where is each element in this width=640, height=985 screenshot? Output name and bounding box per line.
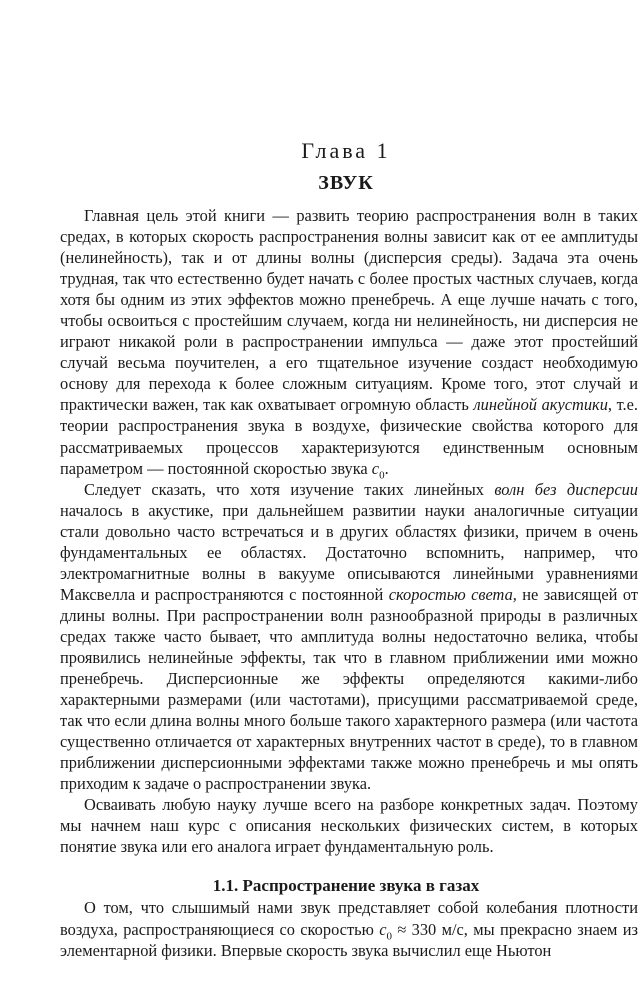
subscript: 0	[379, 468, 385, 481]
paragraph	[60, 794, 638, 857]
text-run: .	[384, 458, 389, 478]
chapter-label: Глава 1	[301, 138, 391, 163]
italic-text: c	[379, 919, 387, 939]
text-run: О том, что слышимый нами звук представляет собой колебания плотности воздуха, распространяющиеся со скоростью	[60, 898, 638, 939]
italic-text: c	[371, 458, 380, 478]
section-heading: 1.1. Распространение звука в газах	[212, 876, 480, 895]
chapter-body	[60, 205, 638, 857]
subscript: 0	[386, 929, 392, 942]
paragraph	[60, 897, 638, 962]
text-run: ≈ 330 м/с, мы прекрасно знаем из элементарной физики. Впервые скорость звука вычислил еще Ньютон	[60, 919, 638, 960]
italic-text: линейной акустики	[473, 395, 608, 415]
text-run: началось в акустике, при дальнейшем развитии науки аналогичные ситуации стали довольно часто встречаться и в других областях физики, причем в очень фундаментальных ее областях. Достаточно вспомнить, например, что электромагнитные волны в вакууме описываются линейными уравнениями Максвелла и распространяются с постоянной	[60, 500, 638, 604]
text-run: не зависящей от длины волны. При распространении волн разнообразной природы в различных средах также часто бывает, что амплитуда волны недостаточно велика, чтобы проявились нелинейные эффекты, так что в главном приближении ими можно пренебречь. Дисперсионные же эффекты определяются какими-либо характерными размерами (или частотами), присущими рассматриваемой среде, так что если длина волны много больше такого характерного размера (или частота существенно отличается от характерных внутренних частот в среде), то в главном приближении дисперсионными эффектами также можно пренебречь и мы опять приходим к задаче о распространении звука.	[60, 584, 638, 794]
text-run: Осваивать любую науку лучше всего на разборе конкретных задач. Поэтому мы начнем наш курс с описания нескольких физических систем, в которых понятие звука или его аналога играет фундаментальную роль.	[60, 795, 638, 857]
paragraph	[60, 479, 638, 795]
text-run: , т.е. теории распространения звука в воздухе, физические свойства которого для рассматриваемых процессов характеризуются единственным основным параметром — постоянной скоростью звука	[60, 395, 638, 478]
italic-text: скоростью света,	[388, 584, 517, 604]
text-run: Главная цель этой книги — развить теорию распространения волн в таких средах, в которых скорость распространения волны зависит как от ее амплитуды (нелинейность), так и от длины волны (дисперсия среды). Задача эта очень трудная, так что естественно будет начать с более простых частных случаев, когда хотя бы одним из этих эффектов можно пренебречь. А еще лучше начать с того, чтобы освоиться с простейшим случаем, когда ни нелинейность, ни дисперсия не играют никакой роли в распространении импульса — даже этот простейший случай весьма поучителен, а его тщательное изучение создаст необходимую основу для перехода к более сложным ситуациям. Кроме того, этот случай и практически важен, так как охватывает огромную область	[60, 206, 638, 415]
section-body	[60, 897, 638, 962]
chapter-title: ЗВУК	[318, 172, 374, 194]
paragraph	[60, 205, 638, 479]
italic-text: волн без дисперсии	[494, 479, 639, 499]
text-run: Следует сказать, что хотя изучение таких линейных	[84, 479, 495, 499]
